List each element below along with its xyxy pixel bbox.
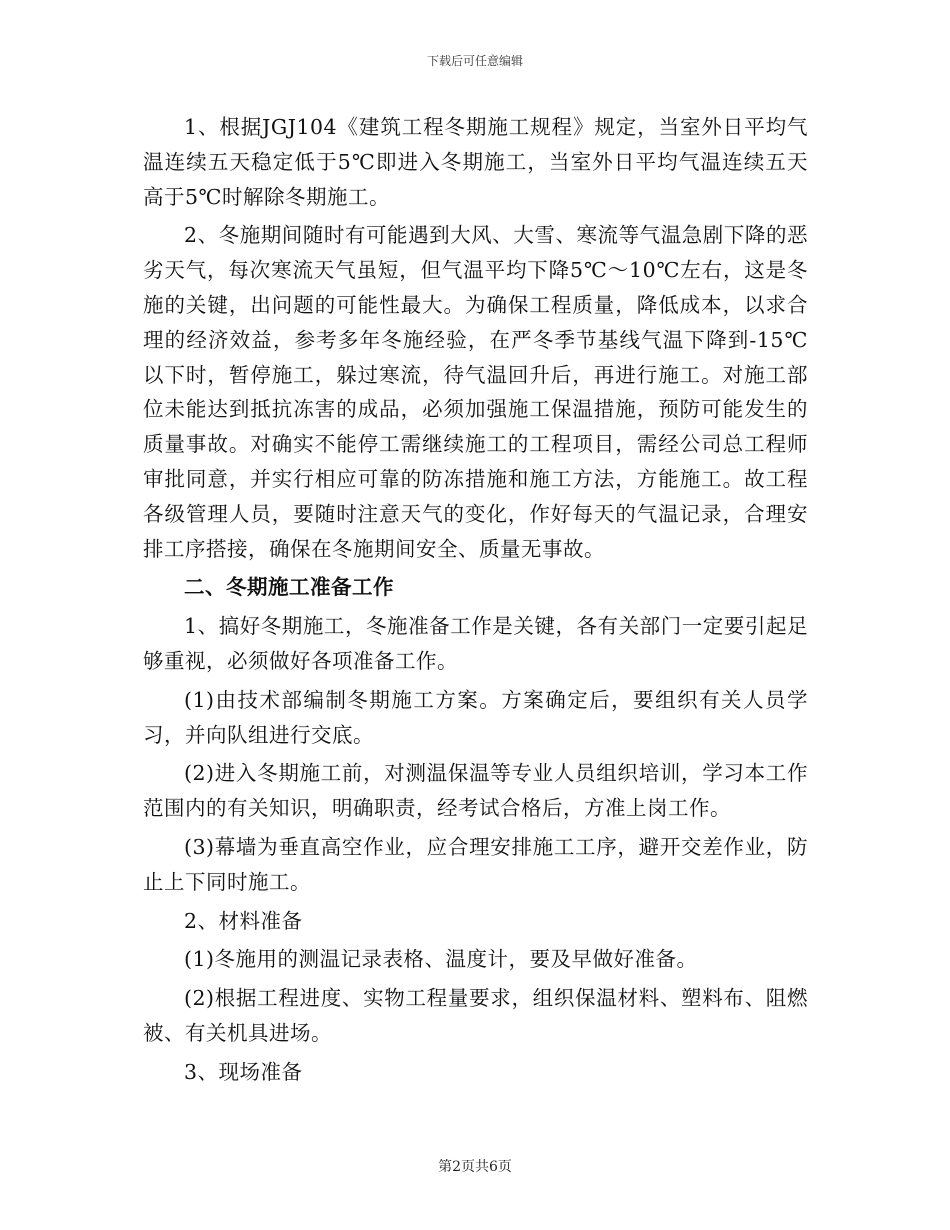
page-footer: 第2页共6页: [438, 1159, 512, 1175]
subheading-site: 3、现场准备: [184, 1059, 303, 1084]
paragraph-2: 2、冬施期间随时有可能遇到大风、大雪、寒流等气温急剧下降的恶劣天气，每次寒流天气虽短，但气温平均下降5℃～10℃左右，这是冬施的关键，出问题的可能性最大。为确保工程质量，降低成本，以求合理的经济效益，参考多年冬施经验，在严冬季节基线气温下降到-15℃以下时，暂停施工，躲过寒流，待气温回升后，再进行施工。对施工部位未能达到抵抗冻害的成品，必须加强施工保温措施，预防可能发生的质量事故。对确实不能停工需继续施工的工程项目，需经公司总工程师审批同意，并实行相应可靠的防冻措施和施工方法，方能施工。故工程各级管理人员，要随时注意天气的变化，作好每天的气温记录，合理安排工序搭接，确保在冬施期间安全、质量无事故。: [143, 223, 808, 561]
list-item-3: (3)幕墙为垂直高空作业，应合理安排施工工序，避开交差作业，防止上下同时施工。: [143, 834, 808, 894]
list-item-4: (1)冬施用的测温记录表格、温度计，要及早做好准备。: [184, 947, 698, 972]
list-item-5: (2)根据工程进度、实物工程量要求，组织保温材料、塑料布、阻燃被、有关机具进场。: [143, 986, 808, 1045]
paragraph-3: 1、搞好冬期施工，冬施准备工作是关键，各有关部门一定要引起足够重视，必须做好各项准备工作。: [143, 614, 808, 673]
list-item-2: (2)进入冬期施工前，对测温保温等专业人员组织培训，学习本工作范围内的有关知识，明确职责，经考试合格后，方准上岗工作。: [143, 761, 808, 821]
list-item-1: (1)由技术部编制冬期施工方案。方案确定后，要组织有关人员学习，并向队组进行交底。: [143, 687, 808, 747]
document-body: [143, 110, 808, 1094]
section-heading: 二、冬期施工准备工作: [184, 575, 394, 600]
subheading-materials: 2、材料准备: [184, 908, 303, 933]
page-header: 下载后可任意编辑: [426, 54, 523, 68]
paragraph-1: 1、根据JGJ104《建筑工程冬期施工规程》规定，当室外日平均气温连续五天稳定低于5℃即进入冬期施工，当室外日平均气温连续五天高于5℃时解除冬期施工。: [143, 115, 808, 209]
